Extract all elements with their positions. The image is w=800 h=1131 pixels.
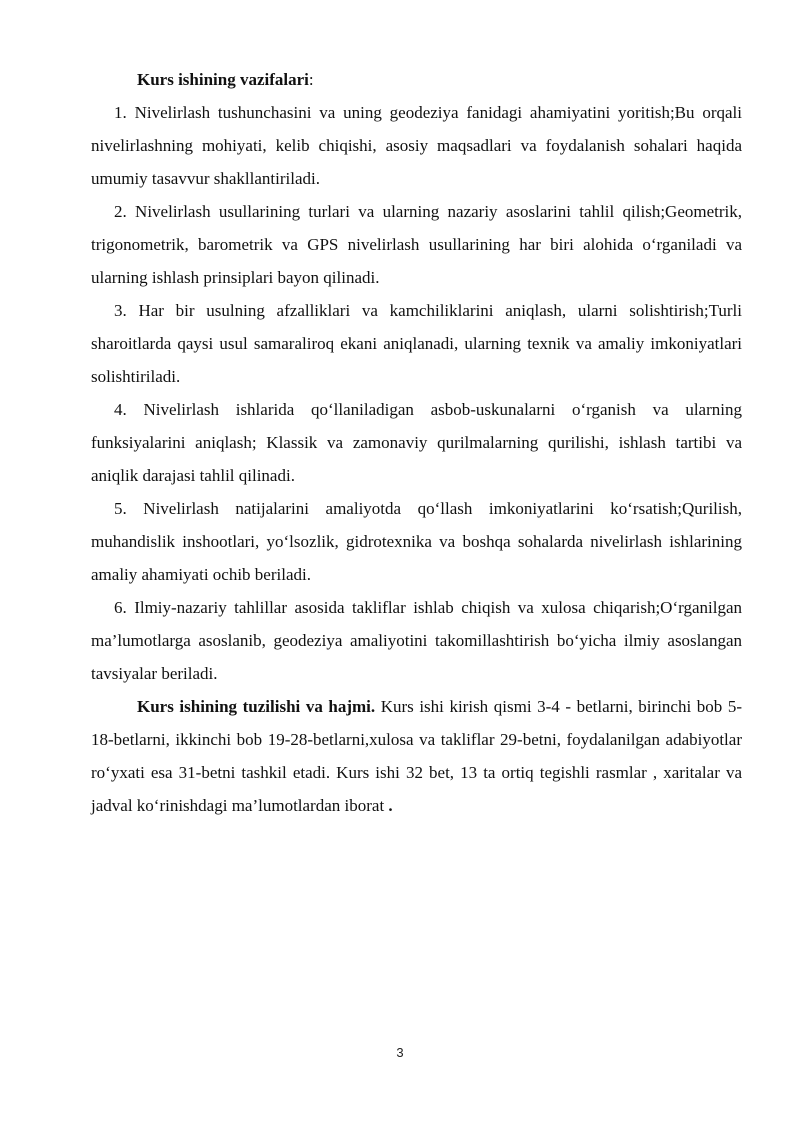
task-item-5: 5. Nivelirlash natijalarini amaliyotda qo‘llash imkoniyatlarini ko‘rsatish;Qurilish, muhandislik inshootlari, yo‘lsozlik, gidrotexnika va boshqa sohalarda nivelirlash ishlarining amaliy ahamiyati ochib beriladi. (91, 499, 742, 584)
tasks-heading: Kurs ishining vazifalari (137, 70, 309, 89)
document-page (91, 63, 742, 822)
page-number: 3 (396, 1045, 404, 1060)
task-item-3: 3. Har bir usulning afzalliklari va kamchiliklarini aniqlash, ularni solishtirish;Turli sharoitlarda qaysi usul samaraliroq ekani aniqlanadi, ularning texnik va amaliy imkoniyatlari solishtiriladi. (91, 301, 742, 386)
task-item-6: 6. Ilmiy-nazariy tahlillar asosida takliflar ishlab chiqish va xulosa chiqarish;O‘rganilgan ma’lumotlarga asoslanib, geodeziya amaliyotini takomillashtirish bo‘yicha ilmiy asoslangan tavsiyalar beriladi. (91, 598, 742, 683)
task-item-1: 1. Nivelirlash tushunchasini va uning geodeziya fanidagi ahamiyatini yoritish;Bu orqali nivelirlashning mohiyati, kelib chiqishi, asosiy maqsadlari va foydalanish sohalari haqida umumiy tasavvur shakllantiriladi. (91, 103, 742, 188)
structure-heading: Kurs ishining tuzilishi va hajmi. (137, 697, 376, 716)
tasks-heading-paragraph (91, 63, 742, 96)
tasks-heading-colon: : (308, 70, 314, 89)
task-item-2: 2. Nivelirlash usullarining turlari va ularning nazariy asoslarini tahlil qilish;Geometrik, trigonometrik, barometrik va GPS nivelirlash usullarining har biri alohida o‘rganiladi va ularning ishlash prinsiplari bayon qilinadi. (91, 202, 742, 287)
structure-body: Kurs ishi kirish qismi 3-4 - betlarni, birinchi bob 5-18-betlarni, ikkinchi bob 19-28-betlarni,xulosa va takliflar 29-betni, foydalanilgan adabiyotlar ro‘yxati esa 31-betni tashkil etadi. Kurs ishi 32 bet, 13 ta ortiq tegishli rasmlar , xaritalar va jadval ko‘rinishdagi ma’lumotlardan iborat (91, 697, 742, 815)
structure-paragraph (91, 690, 742, 822)
task-item-4: 4. Nivelirlash ishlarida qo‘llaniladigan asbob-uskunalarni o‘rganish va ularning funksiyalarini aniqlash; Klassik va zamonaviy qurilmalarning qurilishi, ishlash tartibi va aniqlik darajasi tahlil qilinadi. (91, 400, 742, 485)
structure-end-mark: . (388, 796, 393, 815)
